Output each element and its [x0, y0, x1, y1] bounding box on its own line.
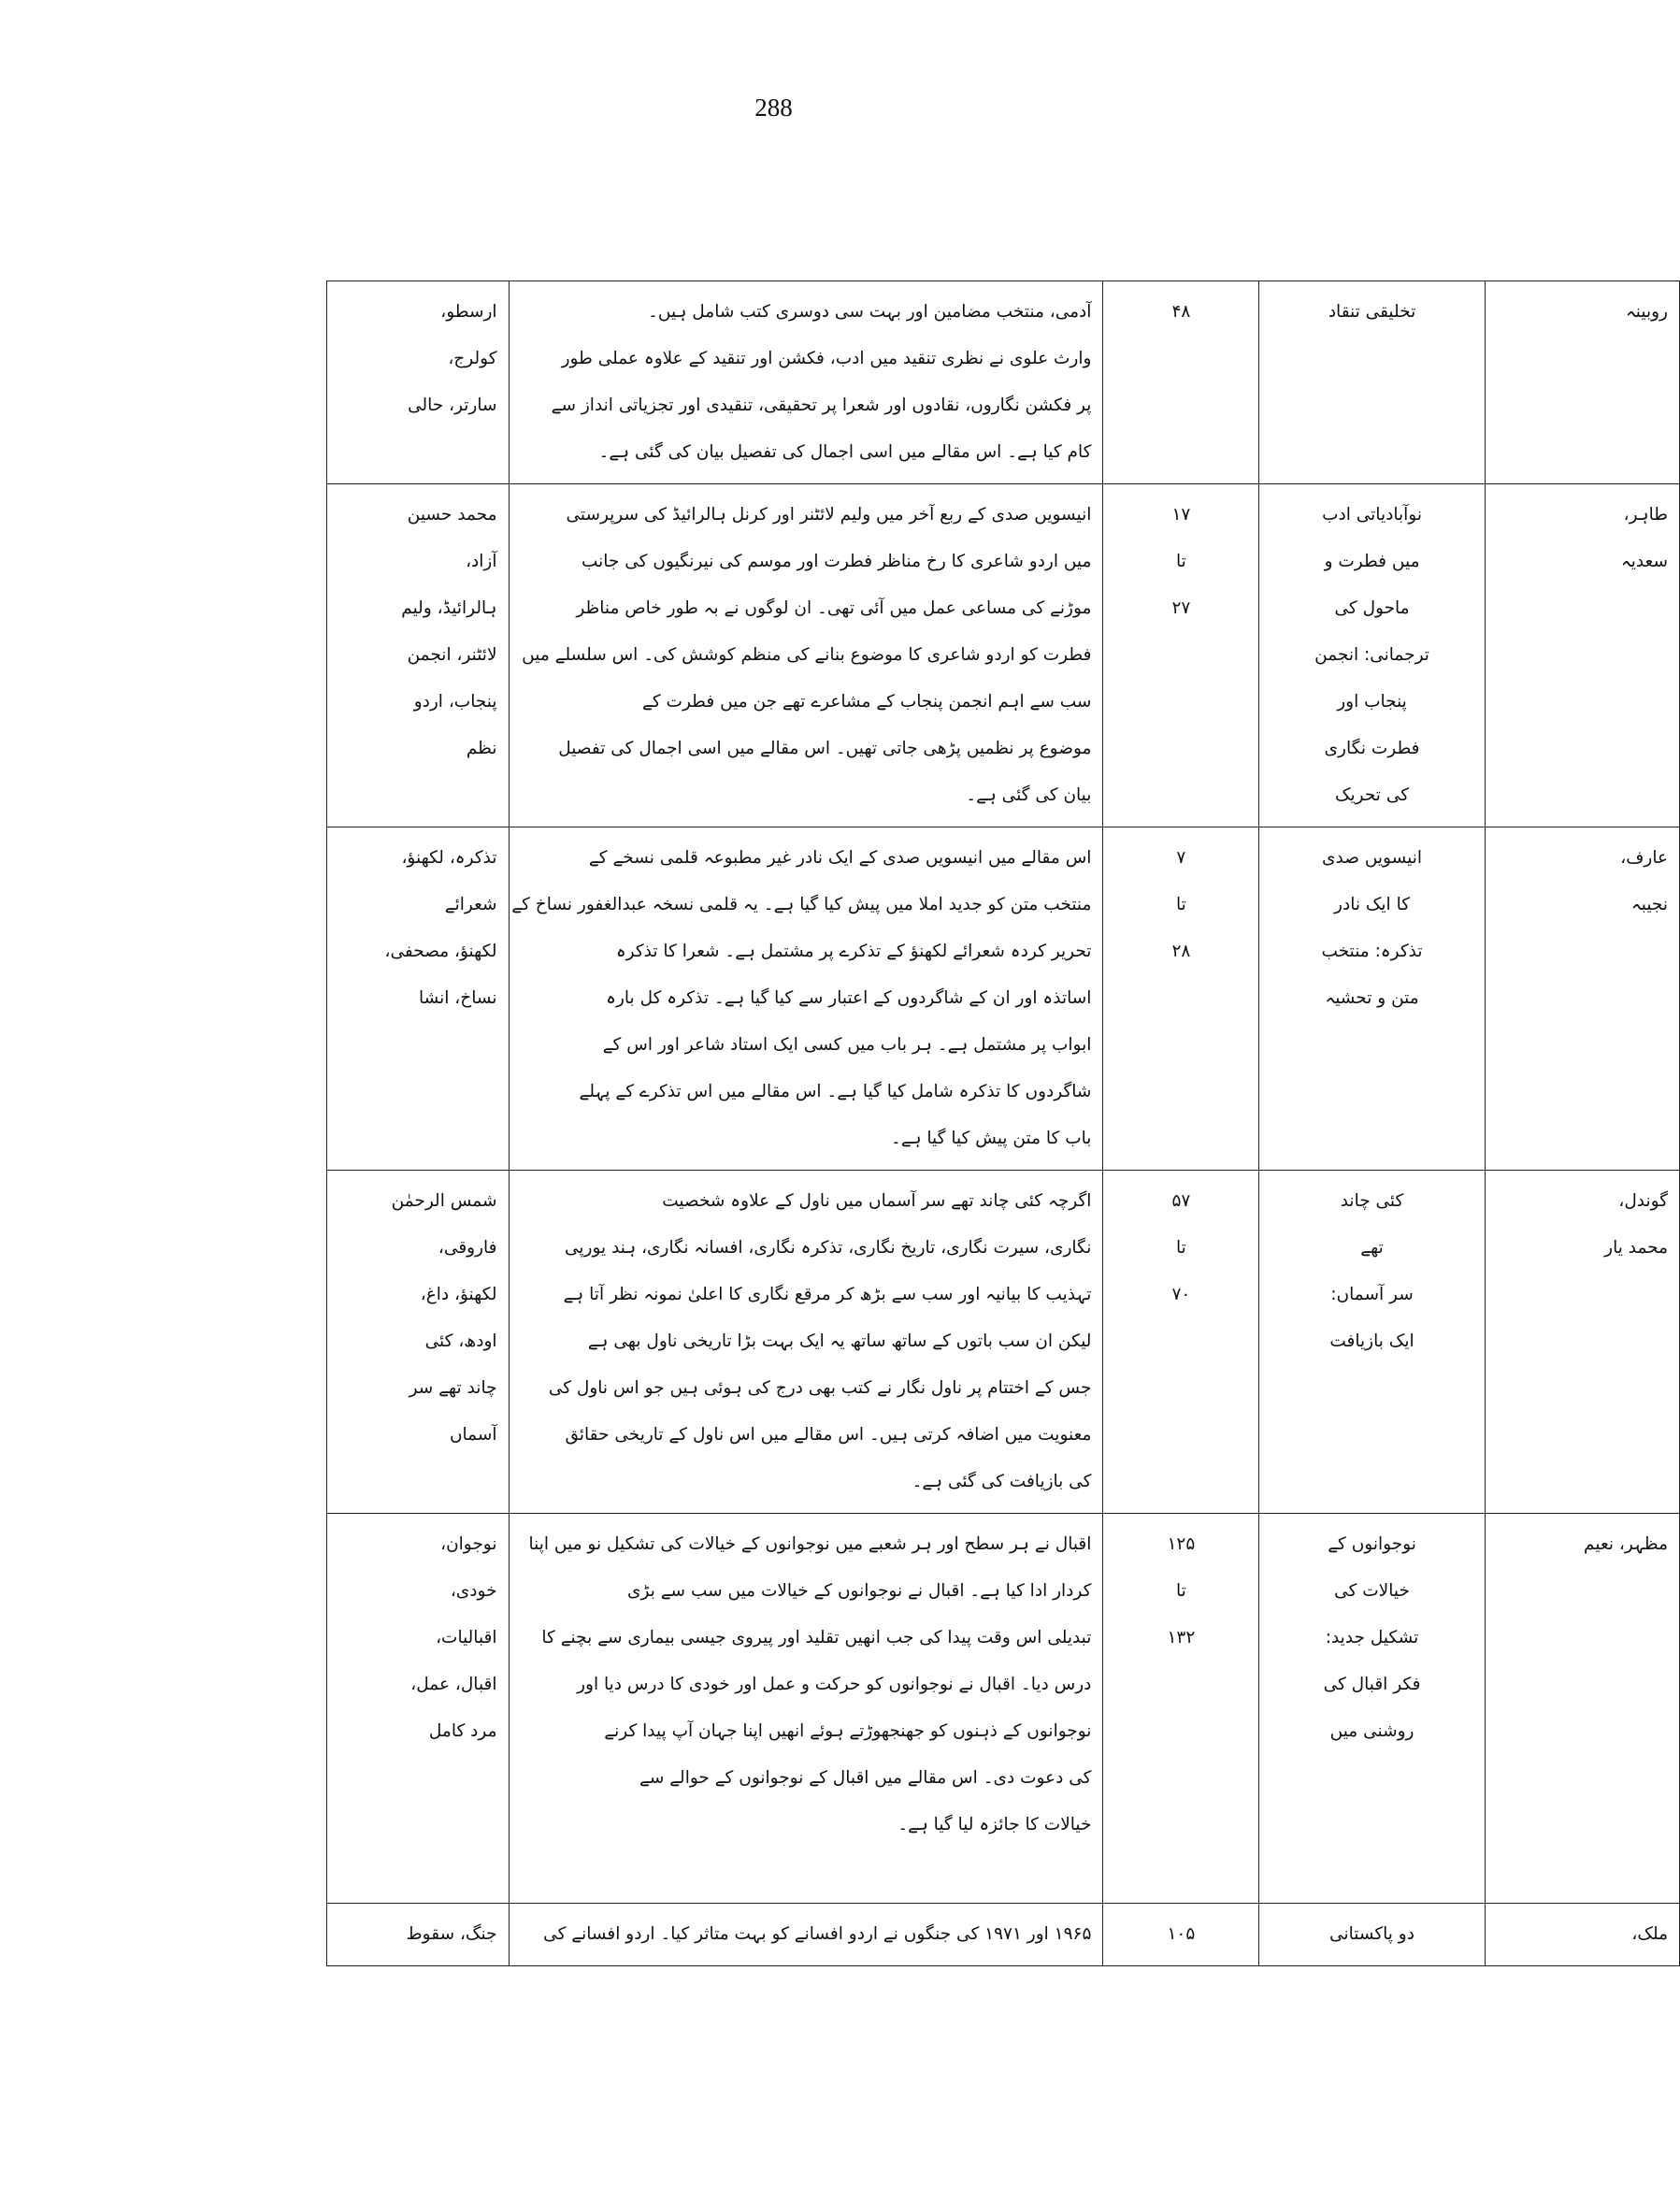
pages-line: ۴۸	[1171, 302, 1191, 322]
pages-cell	[1103, 827, 1259, 1171]
summary-cell	[509, 1514, 1103, 1904]
summary-line: خیالات کا جائزہ لیا گیا ہے۔	[897, 1815, 1092, 1834]
author-line: عارف،	[1620, 848, 1668, 868]
summary-line: وارث علوی نے نظری تنقید میں ادب، فکشن اور تنقید کے علاوہ عملی طور	[561, 349, 1092, 368]
summary-cell	[509, 281, 1103, 484]
title-line: تذکرہ: منتخب	[1321, 942, 1423, 961]
summary-line: سب سے اہم انجمن پنجاب کے مشاعرے تھے جن میں فطرت کے	[642, 692, 1092, 712]
summary-line: تحریر کردہ شعرائے لکھنؤ کے تذکرے پر مشتمل ہے۔ شعرا کا تذکرہ	[615, 942, 1092, 961]
summary-line: کام کیا ہے۔ اس مقالے میں اسی اجمال کی تفصیل بیان کی گئی ہے۔	[598, 442, 1092, 462]
pages-line: تا	[1175, 1238, 1186, 1258]
author-cell	[1485, 1171, 1679, 1514]
summary-line: منتخب متن کو جدید املا میں پیش کیا گیا ہے۔ یہ قلمی نسخہ عبدالغفور نساخ کے	[511, 895, 1092, 914]
summary-line: درس دیا۔ اقبال نے نوجوانوں کو حرکت و عمل اور خودی کا درس دیا اور	[577, 1675, 1092, 1694]
table-row	[327, 484, 1680, 827]
keywords-cell	[327, 1171, 510, 1514]
author-cell	[1485, 1904, 1679, 1966]
table-row	[327, 1171, 1680, 1514]
author-cell	[1485, 281, 1679, 484]
author-line: ملک،	[1631, 1924, 1668, 1944]
title-line: کی تحریک	[1334, 785, 1410, 805]
summary-line: نگاری، سیرت نگاری، تاریخ نگاری، تذکرہ نگاری، افسانہ نگاری، ہند یورپی	[564, 1238, 1092, 1258]
summary-line: موڑنے کی مساعی عمل میں آئی تھی۔ ان لوگوں نے بہ طور خاص مناظر	[576, 598, 1092, 618]
summary-line: اساتذہ اور ان کے شاگردوں کے اعتبار سے کیا گیا ہے۔ تذکرہ کل بارہ	[606, 988, 1092, 1008]
keywords-line: کولرج،	[448, 349, 497, 368]
summary-line: تہذیب کا بیانیہ اور سب سے بڑھ کر مرقع نگاری کا اعلیٰ نمونہ نظر آتا ہے	[563, 1285, 1092, 1304]
summary-line: پر فکشن نگاروں، نقادوں اور شعرا پر تحقیقی، تنقیدی اور تجزیاتی انداز سے	[551, 396, 1092, 415]
pages-line: تا	[1175, 552, 1186, 571]
table-row	[327, 1514, 1680, 1904]
title-cell	[1259, 484, 1485, 827]
summary-line: اگرچہ کئی چاند تھے سر آسماں میں ناول کے علاوہ شخصیت	[662, 1191, 1092, 1211]
summary-cell	[509, 1904, 1103, 1966]
title-line: ترجمانی: انجمن	[1314, 645, 1429, 665]
author-line: نجیبہ	[1630, 895, 1668, 914]
keywords-line: نوجوان،	[440, 1534, 497, 1554]
keywords-line: سارتر، حالی	[408, 396, 497, 415]
pages-line: ۲۷	[1171, 598, 1191, 618]
title-line: روشنی میں	[1329, 1721, 1414, 1741]
summary-line: جس کے اختتام پر ناول نگار نے کتب بھی درج کی ہوئی ہیں جو اس ناول کی	[548, 1378, 1092, 1398]
keywords-line: پنجاب، اردو	[413, 692, 497, 712]
summary-line: لیکن ان سب باتوں کے ساتھ ساتھ یہ ایک بہت بڑا تاریخی ناول بھی ہے	[587, 1331, 1092, 1351]
pages-line: ۱۰۵	[1167, 1924, 1196, 1944]
summary-line: اقبال نے ہر سطح اور ہر شعبے میں نوجوانوں کے خیالات کی تشکیل نو میں اپنا	[528, 1534, 1092, 1554]
keywords-cell	[327, 827, 510, 1171]
title-line: انیسویں صدی	[1322, 848, 1422, 868]
summary-line: آدمی، منتخب مضامین اور بہت سی دوسری کتب شامل ہیں۔	[648, 302, 1092, 322]
summary-line: بیان کی گئی ہے۔	[966, 785, 1092, 805]
summary-line: اس مقالے میں انیسویں صدی کے ایک نادر غیر مطبوعہ قلمی نسخے کے	[588, 848, 1092, 868]
keywords-cell	[327, 1904, 510, 1966]
keywords-cell	[327, 281, 510, 484]
title-line: سر آسماں:	[1330, 1285, 1414, 1304]
title-line: متن و تحشیہ	[1325, 988, 1419, 1008]
keywords-line: نساخ، انشا	[419, 988, 497, 1008]
summary-line: میں اردو شاعری کا رخ مناظر فطرت اور موسم کی نیرنگیوں کی جانب	[581, 552, 1092, 571]
keywords-line: شعرائے	[444, 895, 497, 914]
pages-cell	[1103, 484, 1259, 827]
pages-line: ۱۲۵	[1167, 1534, 1196, 1554]
summary-line: کردار ادا کیا ہے۔ اقبال نے نوجوانوں کے خیالات میں سب سے بڑی	[627, 1581, 1092, 1601]
keywords-line: اقبال، عمل،	[410, 1675, 497, 1694]
table-row	[327, 827, 1680, 1171]
title-line: تھے	[1360, 1238, 1384, 1258]
summary-cell	[509, 1171, 1103, 1514]
summary-line: موضوع پر نظمیں پڑھی جاتی تھیں۔ اس مقالے میں اسی اجمال کی تفصیل	[558, 739, 1092, 758]
pages-cell	[1103, 1904, 1259, 1966]
keywords-line: لکھنؤ، مصحفی،	[384, 942, 497, 961]
pages-line: تا	[1175, 1581, 1186, 1601]
keywords-cell	[327, 484, 510, 827]
summary-line: تبدیلی اس وقت پیدا کی جب انھیں تقلید اور پیروی جیسی بیماری سے بچنے کا	[541, 1628, 1092, 1647]
title-line: دو پاکستانی	[1329, 1924, 1414, 1944]
keywords-line: مرد کامل	[428, 1721, 497, 1741]
author-cell	[1485, 827, 1679, 1171]
title-line: فطرت نگاری	[1324, 739, 1420, 758]
keywords-line: نظم	[466, 739, 497, 758]
keywords-line: ارسطو،	[440, 302, 497, 322]
author-line: روبینہ	[1625, 302, 1668, 322]
title-line: نوآبادیاتی ادب	[1322, 505, 1422, 525]
pages-line: ۵۷	[1171, 1191, 1191, 1211]
title-cell	[1259, 1171, 1485, 1514]
pages-line: ۷	[1176, 848, 1186, 868]
summary-line: فطرت کو اردو شاعری کا موضوع بنانے کی منظم کوشش کی۔ اس سلسلے میں	[522, 645, 1092, 665]
pages-line: تا	[1175, 895, 1186, 914]
table-row	[327, 1904, 1680, 1966]
pages-line: ۱۳۲	[1167, 1628, 1196, 1647]
author-line: مظہر، نعیم	[1584, 1534, 1668, 1554]
title-line: تخلیقی تنقاد	[1328, 302, 1416, 322]
pages-line: ۲۸	[1171, 942, 1191, 961]
author-cell	[1485, 484, 1679, 827]
keywords-line: تذکرہ، لکھنؤ،	[401, 848, 497, 868]
title-line: کا ایک نادر	[1334, 895, 1411, 914]
keywords-line: اودھ، کئی	[424, 1331, 497, 1351]
author-line: گوندل،	[1618, 1191, 1668, 1211]
author-cell	[1485, 1514, 1679, 1904]
title-line: خیالات کی	[1334, 1581, 1410, 1601]
summary-line: کی دعوت دی۔ اس مقالے میں اقبال کے نوجوانوں کے حوالے سے	[639, 1768, 1092, 1788]
title-line: کئی چاند	[1340, 1191, 1404, 1211]
keywords-line: شمس الرحمٰن	[391, 1191, 497, 1211]
title-line: نوجوانوں کے	[1328, 1534, 1416, 1554]
author-line: طاہر،	[1623, 505, 1668, 525]
title-line: ایک بازیافت	[1329, 1331, 1414, 1351]
pages-cell	[1103, 1171, 1259, 1514]
article-index-table	[326, 281, 1680, 1966]
author-line: محمد یار	[1604, 1238, 1668, 1258]
summary-line: ۱۹۶۵ اور ۱۹۷۱ کی جنگوں نے اردو افسانے کو بہت متاثر کیا۔ اردو افسانے کی	[543, 1924, 1092, 1944]
pages-line: ۱۷	[1171, 505, 1191, 525]
page-number: 288	[754, 94, 793, 122]
keywords-line: اقبالیات،	[436, 1628, 497, 1647]
summary-cell	[509, 484, 1103, 827]
title-cell	[1259, 281, 1485, 484]
keywords-cell	[327, 1514, 510, 1904]
table-body	[327, 281, 1680, 1966]
author-line: سعدیہ	[1620, 552, 1668, 571]
title-line: میں فطرت و	[1324, 552, 1420, 571]
keywords-line: جنگ، سقوط	[406, 1924, 497, 1944]
keywords-line: چاند تھے سر	[409, 1378, 497, 1398]
summary-line: نوجوانوں کے ذہنوں کو جھنجھوڑتے ہوئے انھیں اپنا جہان آپ پیدا کرنے	[604, 1721, 1092, 1741]
title-line: پنجاب اور	[1337, 692, 1407, 712]
pages-cell	[1103, 281, 1259, 484]
summary-cell	[509, 827, 1103, 1171]
pages-line: ۷۰	[1171, 1285, 1191, 1304]
keywords-line: لکھنؤ، داغ،	[420, 1285, 497, 1304]
summary-line: باب کا متن پیش کیا گیا ہے۔	[891, 1129, 1092, 1148]
keywords-line: آسماں	[449, 1425, 497, 1445]
summary-line: ابواب پر مشتمل ہے۔ ہر باب میں کسی ایک استاد شاعر اور اس کے	[602, 1035, 1092, 1055]
summary-line: معنویت میں اضافہ کرتی ہیں۔ اس مقالے میں اس ناول کے تاریخی حقائق	[565, 1425, 1092, 1445]
title-line: تشکیل جدید:	[1325, 1628, 1419, 1647]
keywords-line: لائٹنر، انجمن	[407, 645, 497, 665]
summary-line: کی بازیافت کی گئی ہے۔	[912, 1472, 1092, 1491]
title-cell	[1259, 827, 1485, 1171]
keywords-line: ہالرائیڈ، ولیم	[401, 598, 497, 618]
title-line: فکر اقبال کی	[1323, 1675, 1421, 1694]
title-line: ماحول کی	[1334, 598, 1410, 618]
summary-line: شاگردوں کا تذکرہ شامل کیا گیا ہے۔ اس مقالے میں اس تذکرے کے پہلے	[579, 1082, 1092, 1101]
keywords-line: محمد حسین	[407, 505, 497, 525]
pages-cell	[1103, 1514, 1259, 1904]
keywords-line: خودی،	[450, 1581, 497, 1601]
title-cell	[1259, 1904, 1485, 1966]
table-row	[327, 281, 1680, 484]
keywords-line: آزاد،	[466, 552, 497, 571]
keywords-line: فاروقی،	[438, 1238, 497, 1258]
summary-line: انیسویں صدی کے ربع آخر میں ولیم لائٹنر اور کرنل ہالرائیڈ کی سرپرستی	[566, 505, 1092, 525]
title-cell	[1259, 1514, 1485, 1904]
summary-line	[521, 1849, 1092, 1895]
